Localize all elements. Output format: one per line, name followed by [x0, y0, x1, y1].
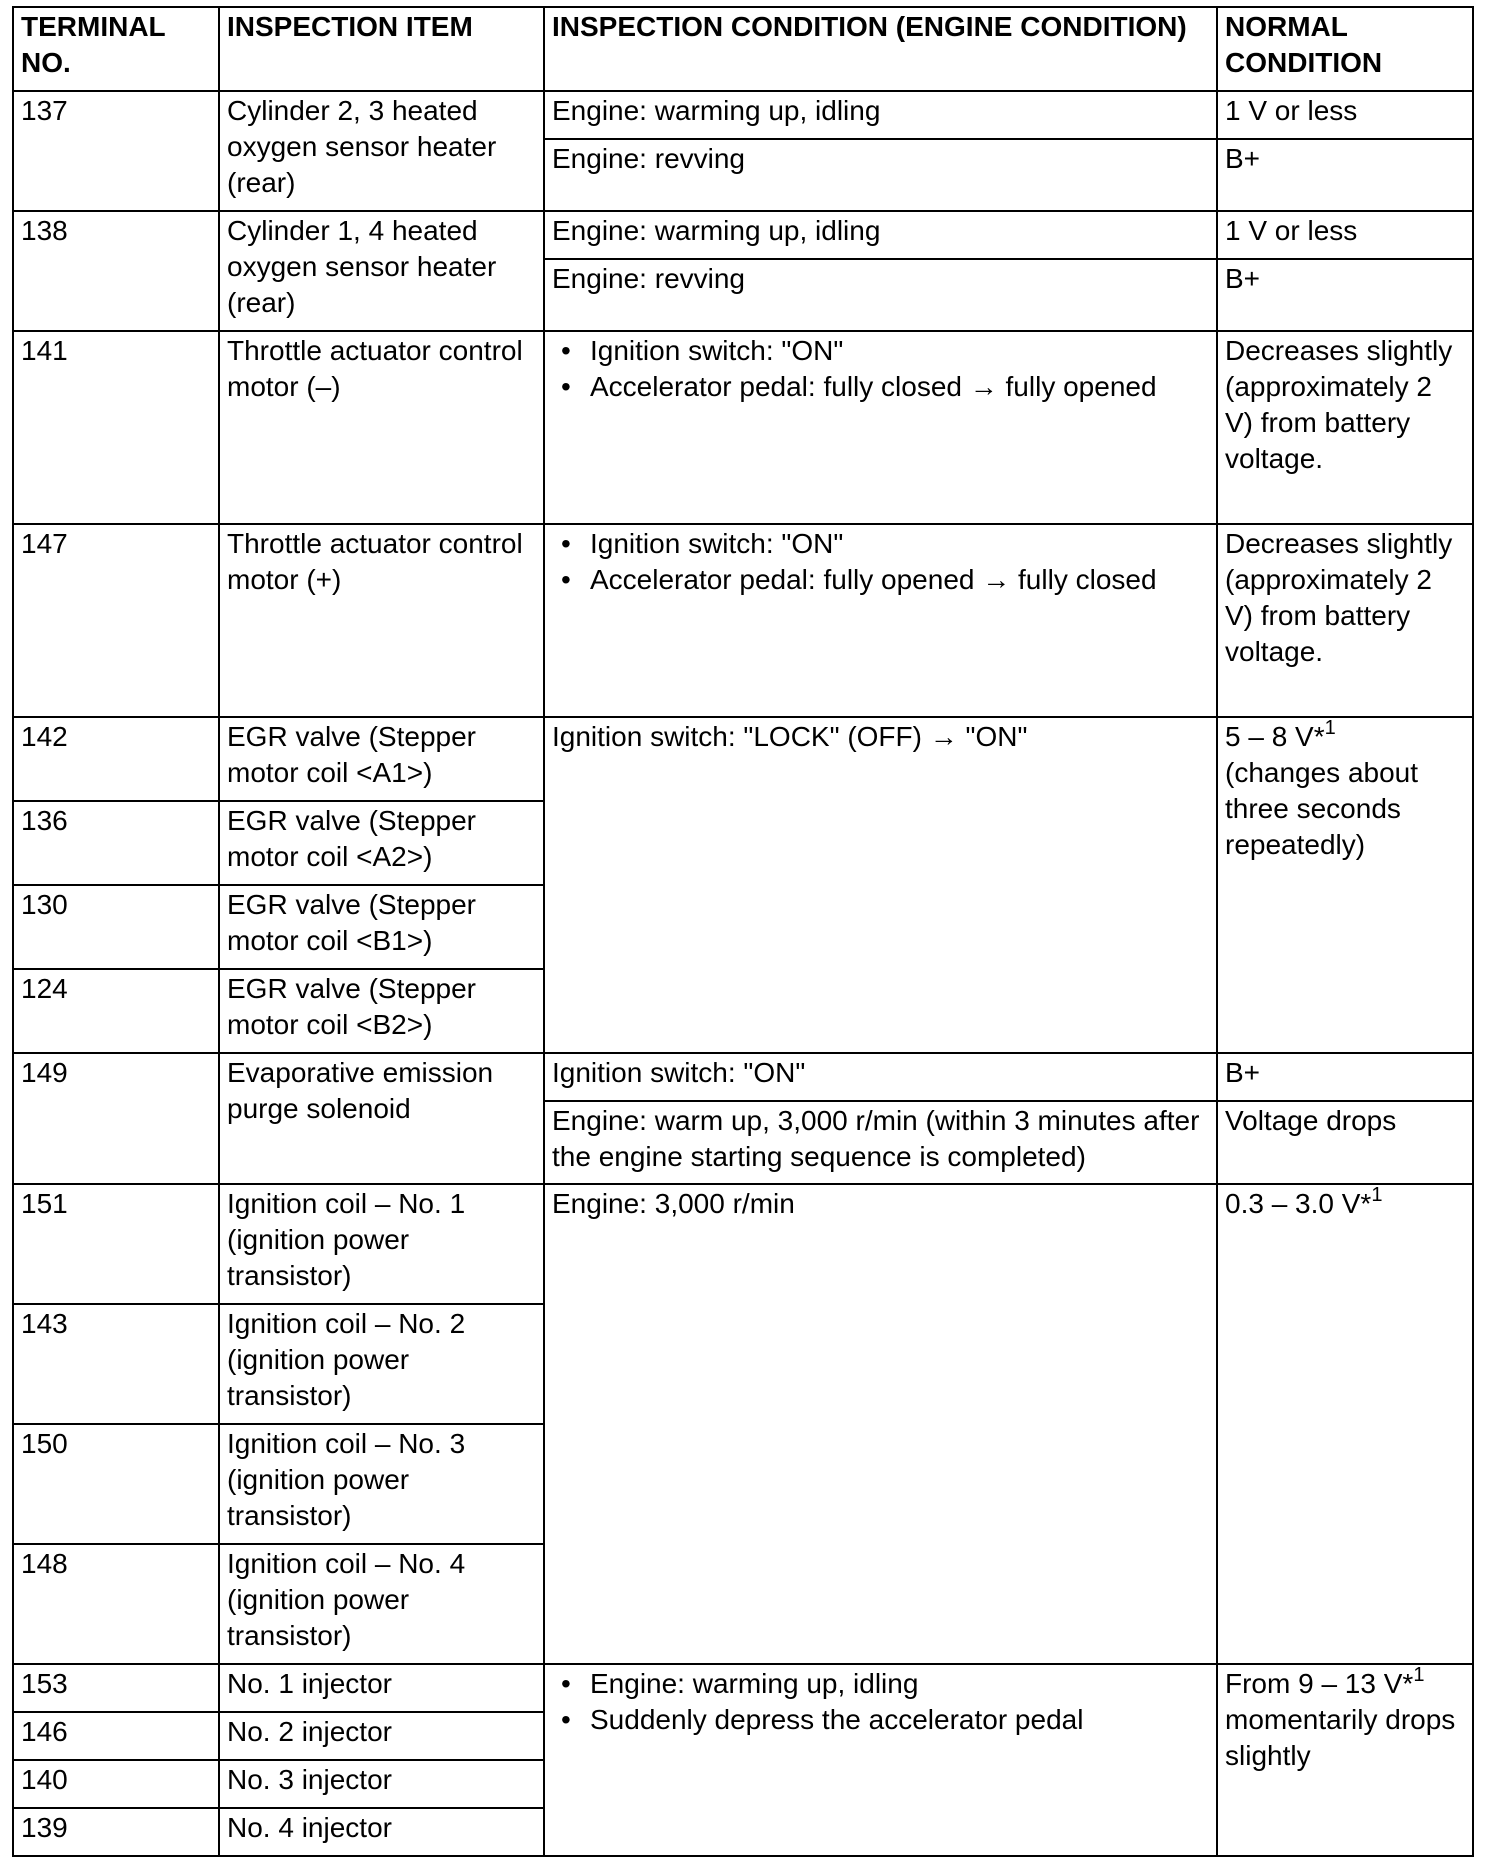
normal-note: momentarily drops slightly	[1225, 1704, 1456, 1771]
normal-condition: B+	[1217, 1053, 1473, 1101]
normal-condition	[1217, 1184, 1473, 1664]
inspection-condition: Ignition switch: "ON"	[544, 1053, 1217, 1101]
inspection-condition	[544, 1664, 1217, 1856]
inspection-table	[12, 6, 1474, 1857]
inspection-condition: Engine: warming up, idling	[544, 91, 1217, 139]
list-item: • Ignition switch: "ON"	[552, 526, 1210, 562]
inspection-item: EGR valve (Stepper motor coil <A1>)	[219, 717, 544, 801]
inspection-item: Cylinder 2, 3 heated oxygen sensor heater (rear)	[219, 91, 544, 211]
list-item: • Engine: warming up, idling	[552, 1666, 1210, 1702]
list-item: • Accelerator pedal: fully closed → fully opened	[552, 369, 1210, 405]
header-inspection-item: INSPECTION ITEM	[219, 7, 544, 91]
inspection-condition	[544, 524, 1217, 717]
table-row	[13, 524, 1473, 717]
inspection-item: EGR valve (Stepper motor coil <A2>)	[219, 801, 544, 885]
inspection-item: Throttle actuator control motor (–)	[219, 331, 544, 524]
normal-condition: Decreases slightly (approximately 2 V) from battery voltage.	[1217, 331, 1473, 524]
table-row	[13, 1664, 1473, 1712]
condition-list	[552, 333, 1210, 405]
table-row	[13, 211, 1473, 259]
header-inspection-condition: INSPECTION CONDITION (ENGINE CONDITION)	[544, 7, 1217, 91]
condition-list	[552, 526, 1210, 598]
table-row	[13, 91, 1473, 139]
normal-condition: B+	[1217, 139, 1473, 211]
terminal-no: 130	[13, 885, 219, 969]
terminal-no: 142	[13, 717, 219, 801]
normal-condition: B+	[1217, 259, 1473, 331]
footnote-mark: 1	[1324, 716, 1336, 739]
header-terminal-no: TERMINAL NO.	[13, 7, 219, 91]
terminal-no: 148	[13, 1544, 219, 1664]
terminal-no: 124	[13, 969, 219, 1053]
inspection-condition: Ignition switch: "LOCK" (OFF) → "ON"	[544, 717, 1217, 1053]
normal-condition: 1 V or less	[1217, 91, 1473, 139]
table-row	[13, 331, 1473, 524]
normal-value: From 9 – 13 V*	[1225, 1668, 1414, 1699]
terminal-no: 136	[13, 801, 219, 885]
inspection-item: No. 1 injector	[219, 1664, 544, 1712]
normal-value: 0.3 – 3.0 V*	[1225, 1188, 1372, 1219]
normal-condition	[1217, 1664, 1473, 1856]
normal-condition: Voltage drops	[1217, 1101, 1473, 1184]
terminal-no: 137	[13, 91, 219, 211]
list-item: • Suddenly depress the accelerator pedal	[552, 1702, 1210, 1738]
footnote-mark: 1	[1371, 1183, 1383, 1206]
condition-list	[552, 1666, 1210, 1738]
terminal-no: 141	[13, 331, 219, 524]
table-row	[13, 1053, 1473, 1101]
terminal-no: 139	[13, 1808, 219, 1856]
normal-condition	[1217, 717, 1473, 1053]
table-row	[13, 1184, 1473, 1304]
terminal-no: 150	[13, 1424, 219, 1544]
inspection-item: Ignition coil – No. 3 (ignition power transistor)	[219, 1424, 544, 1544]
list-item: • Ignition switch: "ON"	[552, 333, 1210, 369]
inspection-item: Ignition coil – No. 4 (ignition power transistor)	[219, 1544, 544, 1664]
normal-condition: Decreases slightly (approximately 2 V) from battery voltage.	[1217, 524, 1473, 717]
terminal-no: 153	[13, 1664, 219, 1712]
inspection-condition: Engine: revving	[544, 259, 1217, 331]
terminal-no: 147	[13, 524, 219, 717]
terminal-no: 149	[13, 1053, 219, 1184]
inspection-item: No. 3 injector	[219, 1760, 544, 1808]
header-normal-condition: NORMAL CONDITION	[1217, 7, 1473, 91]
header-row	[13, 7, 1473, 91]
inspection-item: No. 2 injector	[219, 1712, 544, 1760]
inspection-item: Ignition coil – No. 1 (ignition power transistor)	[219, 1184, 544, 1304]
inspection-condition	[544, 331, 1217, 524]
table-row	[13, 717, 1473, 801]
normal-note: (changes about three seconds repeatedly)	[1225, 757, 1419, 860]
inspection-item: EGR valve (Stepper motor coil <B1>)	[219, 885, 544, 969]
inspection-condition: Engine: warming up, idling	[544, 211, 1217, 259]
inspection-item: No. 4 injector	[219, 1808, 544, 1856]
inspection-condition: Engine: warm up, 3,000 r/min (within 3 minutes after the engine starting sequence is completed)	[544, 1101, 1217, 1184]
inspection-condition: Engine: revving	[544, 139, 1217, 211]
normal-condition: 1 V or less	[1217, 211, 1473, 259]
terminal-no: 151	[13, 1184, 219, 1304]
normal-value: 5 – 8 V*	[1225, 721, 1325, 752]
footnote-mark: 1	[1413, 1663, 1425, 1686]
list-item: • Accelerator pedal: fully opened → fully closed	[552, 562, 1210, 598]
terminal-no: 138	[13, 211, 219, 331]
inspection-item: Throttle actuator control motor (+)	[219, 524, 544, 717]
inspection-item: Ignition coil – No. 2 (ignition power transistor)	[219, 1304, 544, 1424]
terminal-no: 140	[13, 1760, 219, 1808]
inspection-condition: Engine: 3,000 r/min	[544, 1184, 1217, 1664]
terminal-no: 143	[13, 1304, 219, 1424]
inspection-item: EGR valve (Stepper motor coil <B2>)	[219, 969, 544, 1053]
inspection-item: Evaporative emission purge solenoid	[219, 1053, 544, 1184]
terminal-no: 146	[13, 1712, 219, 1760]
inspection-item: Cylinder 1, 4 heated oxygen sensor heater (rear)	[219, 211, 544, 331]
